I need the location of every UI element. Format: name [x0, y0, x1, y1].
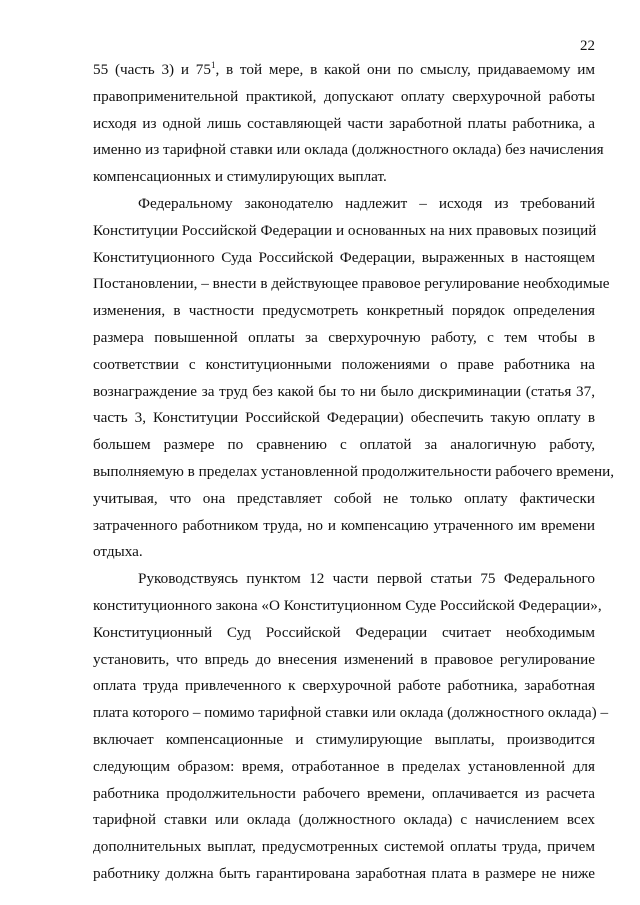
text-line: Конституции Российской Федерации и основанных на них правовых позиций: [93, 221, 597, 239]
line-text: , в той мере, в какой они по смыслу, придаваемому им: [215, 61, 595, 78]
line-text: 55 (часть 3) и 75: [93, 61, 211, 78]
paragraph-2: [93, 191, 615, 566]
paragraph-1: [93, 57, 604, 191]
text-line: исходя из одной лишь составляющей части заработной платы работника, а: [93, 114, 595, 132]
page-number: 22: [580, 38, 595, 54]
text-line: работника продолжительности рабочего времени, оплачивается из расчета: [93, 784, 595, 802]
document-body: [93, 57, 615, 888]
text-line: учитывая, что она представляет собой не только оплату фактически: [93, 489, 595, 507]
text-line: изменения, в частности предусмотреть конкретный порядок определения: [93, 302, 595, 320]
text-line: Конституционный Суд Российской Федерации считает необходимым: [93, 623, 595, 641]
text-line: Федеральному законодателю надлежит – исходя из требований: [138, 194, 595, 212]
text-line: тарифной ставки или оклада (должностного оклада) с начислением всех: [93, 811, 595, 829]
text-line: именно из тарифной ставки или оклада (должностного оклада) без начисления: [93, 141, 604, 159]
text-line: конституционного закона «О Конституционном Суде Российской Федерации»,: [93, 596, 602, 614]
paragraph-3: [93, 566, 609, 888]
text-line: [93, 57, 595, 84]
text-line: часть 3, Конституции Российской Федерации) обеспечить такую оплату в: [93, 409, 595, 427]
text-line: работнику должна быть гарантирована заработная плата в размере не ниже: [93, 864, 595, 882]
text-line: Руководствуясь пунктом 12 части первой статьи 75 Федерального: [138, 570, 595, 588]
text-line: компенсационных и стимулирующих выплат.: [93, 168, 387, 186]
text-line: размера повышенной оплаты за сверхурочную работу, с тем чтобы в: [93, 328, 595, 346]
text-line: вознаграждение за труд без какой бы то ни было дискриминации (статья 37,: [93, 382, 595, 400]
text-line: оплата труда привлеченного к сверхурочной работе работника, заработная: [93, 677, 595, 695]
text-line: отдыха.: [93, 543, 143, 561]
text-line: следующим образом: время, отработанное в пределах установленной для: [93, 757, 595, 775]
text-line: соответствии с конституционными положениями о праве работника на: [93, 355, 595, 373]
text-line: правоприменительной практикой, допускают оплату сверхурочной работы: [93, 87, 595, 105]
text-line: затраченного работником труда, но и компенсацию утраченного им времени: [93, 516, 595, 534]
text-line: Постановлении, – внести в действующее правовое регулирование необходимые: [93, 275, 610, 293]
text-line: Конституционного Суда Российской Федерации, выраженных в настоящем: [93, 248, 595, 266]
text-line: выполняемую в пределах установленной продолжительности рабочего времени,: [93, 462, 615, 480]
text-line: установить, что впредь до внесения изменений в правовое регулирование: [93, 650, 595, 668]
text-line: плата которого – помимо тарифной ставки или оклада (должностного оклада) –: [93, 704, 609, 722]
superscript: 1: [210, 59, 216, 70]
text-line: дополнительных выплат, предусмотренных системой оплаты труда, причем: [93, 838, 595, 856]
text-line: большем размере по сравнению с оплатой за аналогичную работу,: [93, 436, 595, 454]
text-line: включает компенсационные и стимулирующие выплаты, производится: [93, 730, 595, 748]
